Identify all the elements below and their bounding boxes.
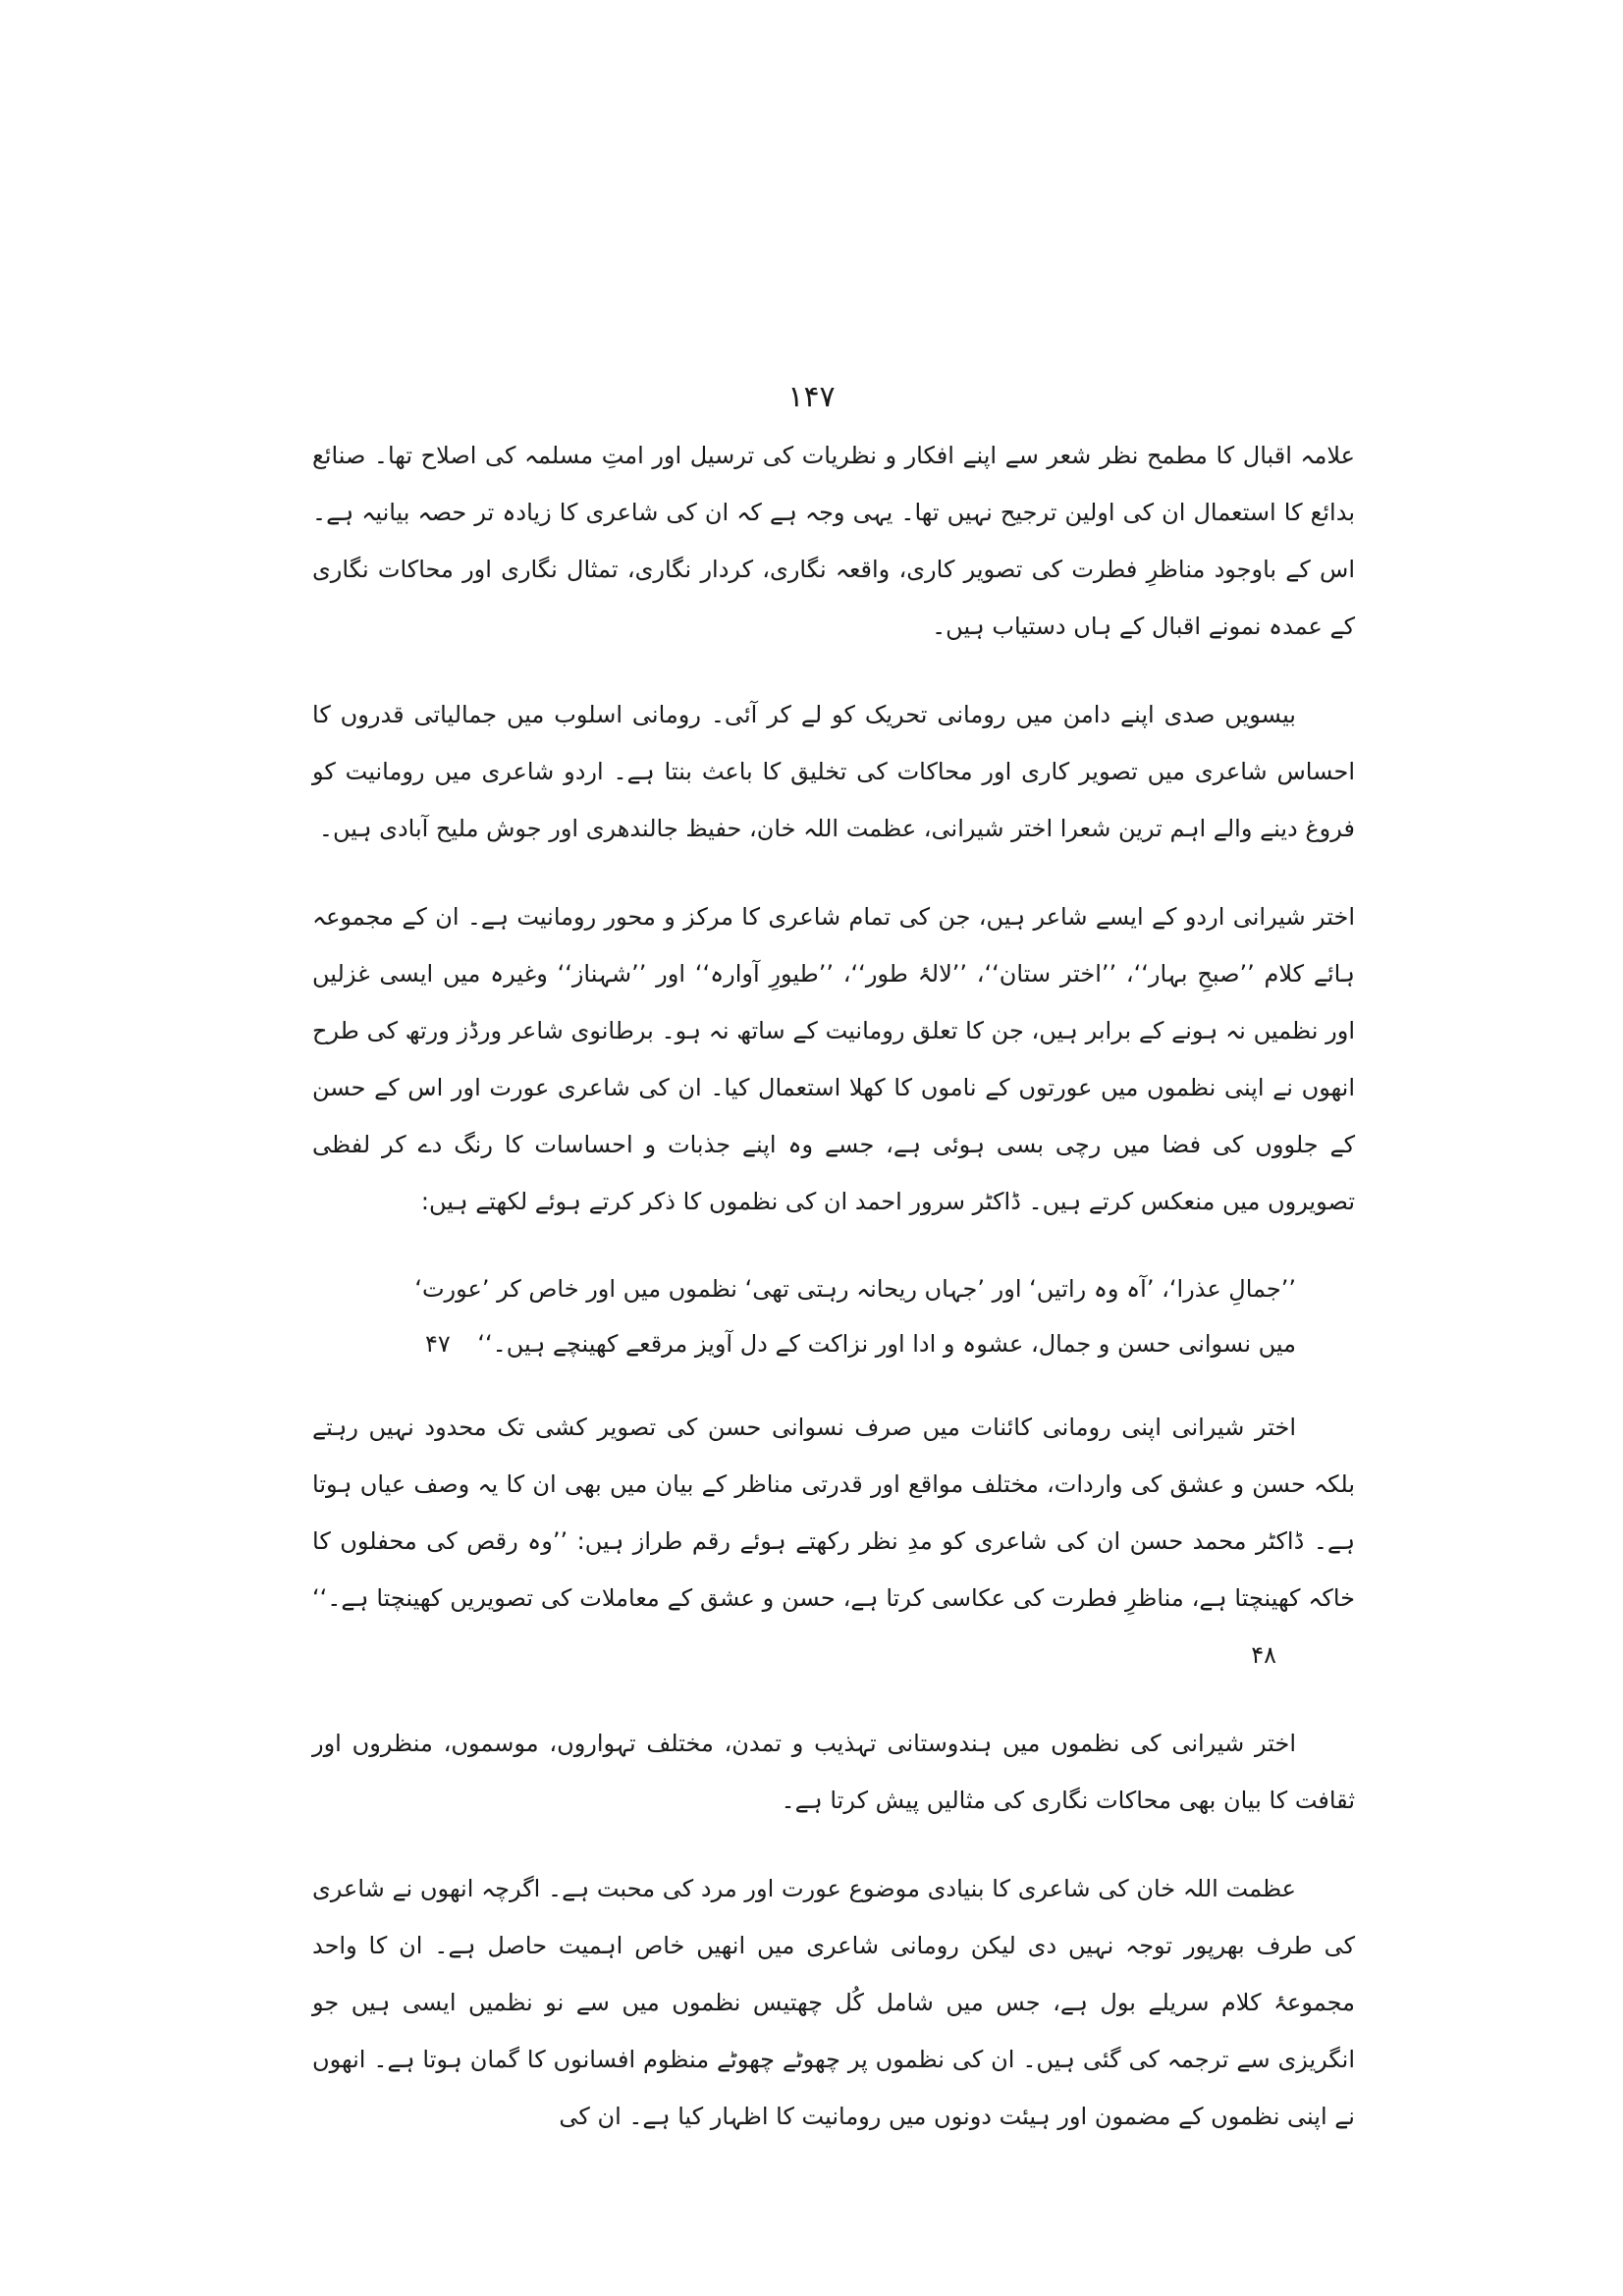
quote-text: ’’جمالِ عذرا‘، ’آہ وہ راتیں‘ اور ’جہاں ریحانہ رہتی تھی‘ نظموں میں اور خاص کر ’عورت‘ میں نسوانی حسن و جمال، عشوہ و ادا اور نزاکت کے دل آویز مرقعے کھینچے ہیں۔‘‘: [414, 1275, 1296, 1358]
paragraph-azmatullah-khan: عظمت اللہ خان کی شاعری کا بنیادی موضوع عورت اور مرد کی محبت ہے۔ اگرچہ انھوں نے شاعری کی طرف بھرپور توجہ نہیں دی لیکن رومانی شاعری میں انھیں خاص اہمیت حاصل ہے۔ ان کا واحد مجموعۂ کلام سریلے بول ہے، جس میں شامل کُل چھتیس نظموں میں سے نو نظمیں ایسی ہیں جو انگریزی سے ترجمہ کی گئی ہیں۔ ان کی نظموں پر چھوٹے چھوٹے منظوم افسانوں کا گمان ہوتا ہے۔ انھوں نے اپنی نظموں کے مضمون اور ہیئت دونوں میں رومانیت کا اظہار کیا ہے۔ ان کی: [312, 1875, 1355, 2130]
page-number: ۱۴۷: [787, 380, 836, 414]
paragraph-romantic-movement: بیسویں صدی اپنے دامن میں رومانی تحریک کو لے کر آئی۔ رومانی اسلوب میں جمالیاتی قدروں کا احساس شاعری میں تصویر کاری اور محاکات کی تخلیق کا باعث بنتا ہے۔ اردو شاعری میں رومانیت کو فروغ دینے والے اہم ترین شعرا اختر شیرانی، عظمت اللہ خان، حفیظ جالندھری اور جوش ملیح آبادی ہیں۔: [312, 701, 1355, 842]
paragraph-text: اختر شیرانی اپنی رومانی کائنات میں صرف نسوانی حسن کی تصویر کشی تک محدود نہیں رہتے بلکہ حسن و عشق کی واردات، مختلف مواقع اور قدرتی مناظر کے بیان میں بھی ان کا یہ وصف عیاں ہوتا ہے۔ ڈاکٹر محمد حسن ان کی شاعری کو مدِ نظر رکھتے ہوئے رقم طراز ہیں: ’’وہ رقص کی محفلوں کا خاکہ کھینچتا ہے، مناظرِ فطرت کی عکاسی کرتا ہے، حسن و عشق کے معاملات کی تصویریں کھینچتا ہے۔‘‘: [312, 1414, 1355, 1612]
page-body: [312, 427, 1355, 2176]
paragraph-akhtar-shirani: اختر شیرانی اردو کے ایسے شاعر ہیں، جن کی تمام شاعری کا مرکز و محور رومانیت ہے۔ ان کے مجموعہ ہائے کلام ’’صبحِ بہار‘‘، ’’اختر ستان‘‘، ’’لالۂ طور‘‘، ’’طیورِ آوارہ‘‘ اور ’’شہناز‘‘ وغیرہ میں ایسی غزلیں اور نظمیں نہ ہونے کے برابر ہیں، جن کا تعلق رومانیت کے ساتھ نہ ہو۔ برطانوی شاعر ورڈز ورتھ کی طرح انھوں نے اپنی نظموں میں عورتوں کے ناموں کا کھلا استعمال کیا۔ ان کی شاعری عورت اور اس کے حسن کے جلووں کی فضا میں رچی بسی ہوئی ہے، جسے وہ اپنے جذبات و احساسات کا رنگ دے کر لفظی تصویروں میں منعکس کرتے ہیں۔ ڈاکٹر سرور احمد ان کی نظموں کا ذکر کرتے ہوئے لکھتے ہیں:: [312, 903, 1355, 1215]
footnote-ref: ۴۸: [1251, 1641, 1276, 1669]
paragraph-romantic-universe: [312, 1399, 1355, 1683]
block-quote: [371, 1261, 1296, 1371]
paragraph-indian-culture: اختر شیرانی کی نظموں میں ہندوستانی تہذیب و تمدن، مختلف تہواروں، موسموں، منظروں اور ثقافت کا بیان بھی محاکات نگاری کی مثالیں پیش کرتا ہے۔: [312, 1730, 1355, 1814]
paragraph-iqbal: علامہ اقبال کا مطمح نظر شعر سے اپنے افکار و نظریات کی ترسیل اور امتِ مسلمہ کی اصلاح تھا۔ صنائع بدائع کا استعمال ان کی اولین ترجیح نہیں تھا۔ یہی وجہ ہے کہ ان کی شاعری کا زیادہ تر حصہ بیانیہ ہے۔ اس کے باوجود مناظرِ فطرت کی تصویر کاری، واقعہ نگاری، کردار نگاری، تمثال نگاری اور محاکات نگاری کے عمدہ نمونے اقبال کے ہاں دستیاب ہیں۔: [312, 442, 1355, 640]
footnote-ref: ۴۷: [424, 1330, 451, 1358]
